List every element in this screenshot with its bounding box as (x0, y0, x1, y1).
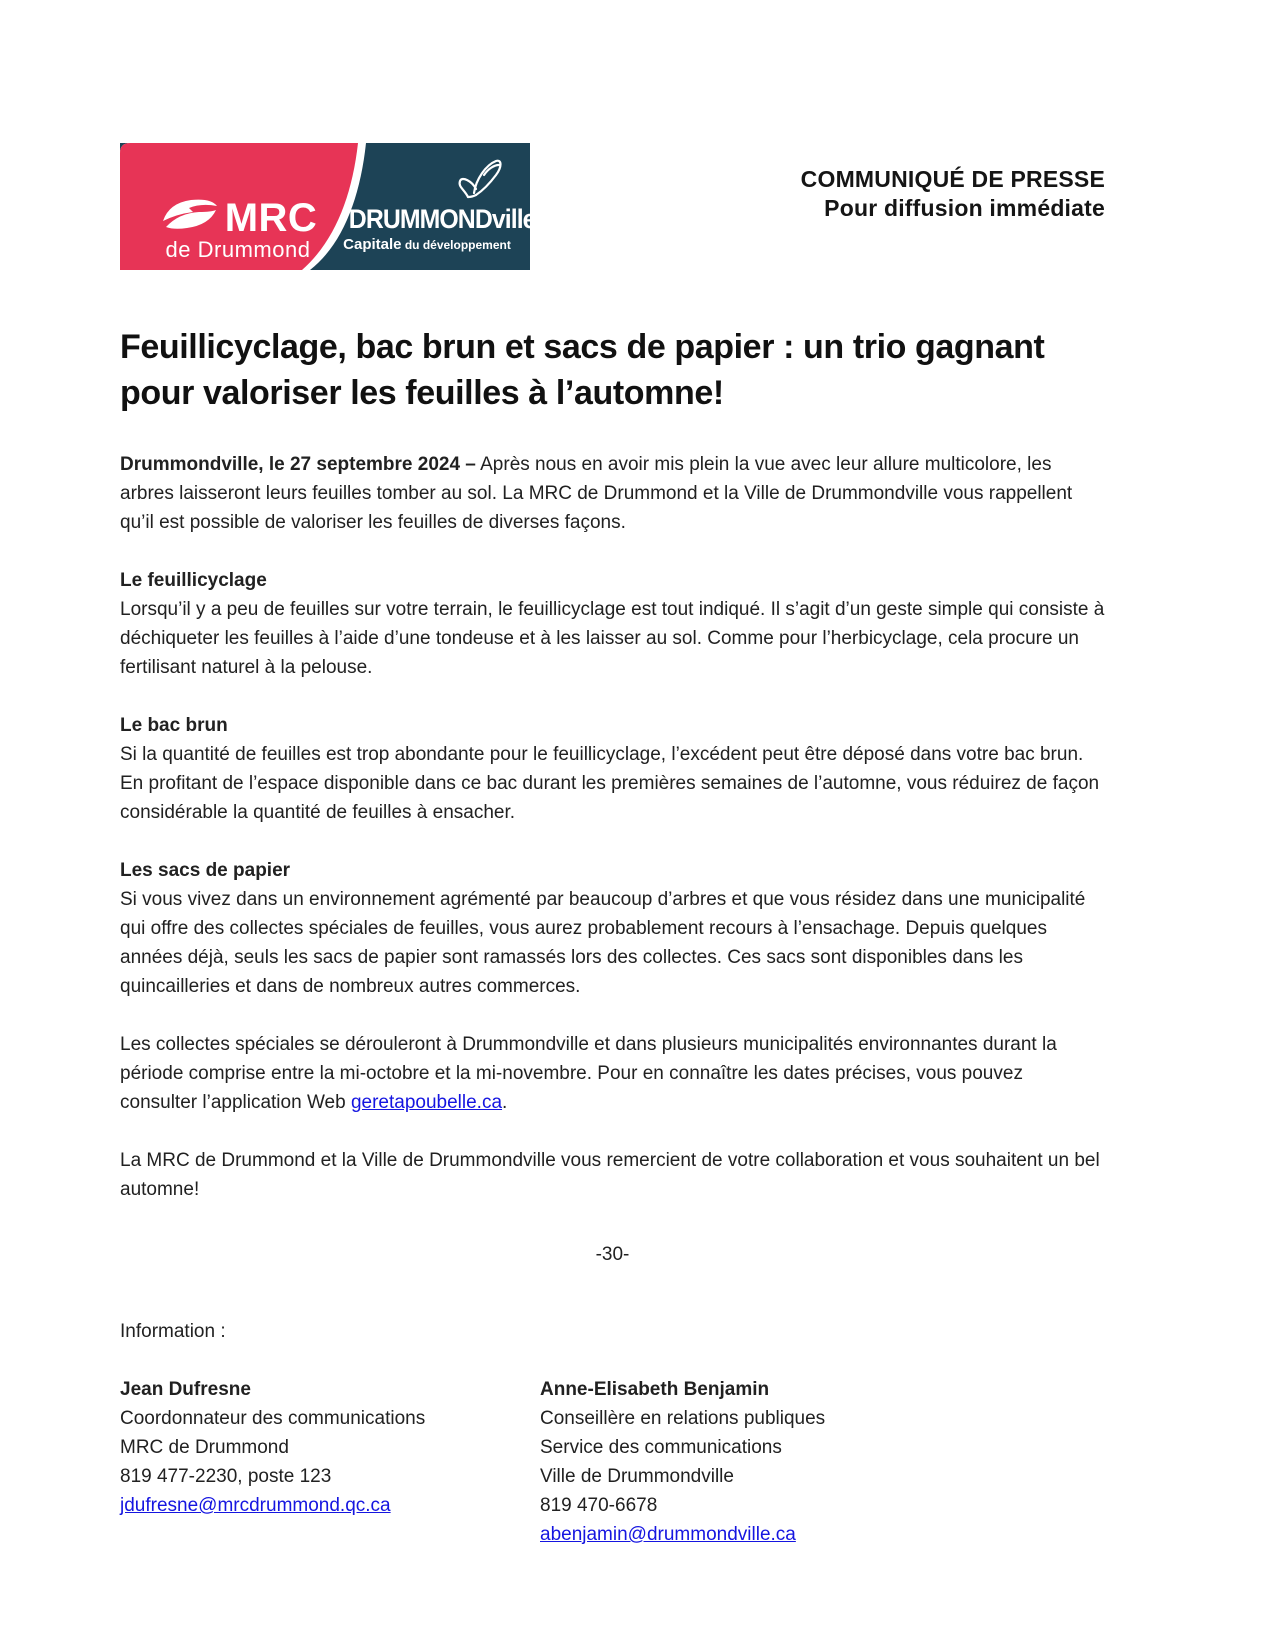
section-heading: Les sacs de papier (120, 860, 291, 881)
section-sacs-de-papier (120, 856, 1105, 1001)
press-release-line1: COMMUNIQUÉ DE PRESSE (800, 166, 1105, 192)
contact-email-link[interactable]: jdufresne@mrcdrummond.qc.ca (120, 1495, 391, 1516)
section-heading: Le feuillicyclage (120, 570, 267, 591)
section-paragraph: Si la quantité de feuilles est trop abondante pour le feuillicyclage, l’excédent peut être déposé dans votre bac brun. En profitant de l’espace disponible dans ce bac durant les premières semaines de l’automne, vous réduirez de façon considérable la quantité de feuilles à ensacher. (120, 744, 1100, 823)
mrc-swoosh-icon (159, 195, 221, 240)
collectes-text-before: Les collectes spéciales se dérouleront à Drummondville et dans plusieurs municipalités environnantes durant la période comprise entre la mi-octobre et la mi-novembre. Pour en connaître les dates précises, vous pouvez consulter l’application Web (120, 1034, 1057, 1113)
contacts (120, 1375, 1105, 1549)
section-feuillicyclage (120, 566, 1105, 682)
contact-phone: 819 470-6678 (540, 1495, 658, 1516)
contact-jean-dufresne (120, 1375, 540, 1549)
tagline-rest: du développement (401, 238, 511, 252)
collectes-paragraph (120, 1030, 1105, 1117)
mrc-logo-name: MRC (224, 195, 318, 240)
contact-org: MRC de Drummond (120, 1437, 289, 1458)
contact-org: Service des communications (540, 1437, 782, 1458)
section-heading: Le bac brun (120, 715, 228, 736)
intro-paragraph (120, 450, 1105, 537)
information-label: Information : (120, 1321, 226, 1342)
drummondville-logo-name: DRUMMONDville (348, 204, 536, 234)
contact-email-link[interactable]: abenjamin@drummondville.ca (540, 1524, 796, 1545)
closing-paragraph: La MRC de Drummond et la Ville de Drummondville vous remercient de votre collaboration et vous souhaitent un bel automne! (120, 1150, 1100, 1200)
contact-role: Coordonnateur des communications (120, 1408, 426, 1429)
drummondville-logo (342, 153, 536, 254)
butterfly-icon (454, 153, 506, 205)
contact-name: Anne-Elisabeth Benjamin (540, 1379, 770, 1400)
intro-text: Après nous en avoir mis plein la vue avec leur allure multicolore, les arbres laisseront leurs feuilles tomber au sol. La MRC de Drummond et la Ville de Drummondville vous rappellent qu’il est possible de valoriser les feuilles de diverses façons. (120, 454, 1073, 533)
contact-role: Conseillère en relations publiques (540, 1408, 826, 1429)
geretapoubelle-link[interactable]: geretapoubelle.ca (350, 1092, 503, 1113)
document-body (120, 324, 1105, 1549)
dateline: Drummondville, le 27 septembre 2024 – (120, 454, 476, 475)
end-mark-30: -30- (595, 1244, 630, 1265)
drummondville-logo-tagline (342, 236, 512, 254)
section-paragraph: Si vous vivez dans un environnement agrémenté par beaucoup d’arbres et que vous résidez dans une municipalité qui offre des collectes spéciales de feuilles, vous aurez probablement recours à l’ensachage. Depuis quelques années déjà, seuls les sacs de papier sont ramassés lors des collectes. Ces sacs sont disponibles dans les quincailleries et dans de nombreux autres commerces. (120, 889, 1086, 997)
contact-phone: 819 477-2230, poste 123 (120, 1466, 332, 1487)
collectes-text-after: . (502, 1092, 508, 1113)
logo-banner (120, 143, 536, 270)
header (120, 143, 1105, 270)
press-release-label (801, 165, 1105, 223)
section-paragraph: Lorsqu’il y a peu de feuilles sur votre terrain, le feuillicyclage est tout indiqué. Il s’agit d’un geste simple qui consiste à déchiqueter les feuilles à l’aide d’une tondeuse et à les laisser au sol. Comme pour l’herbicyclage, cela procure un fertilisant naturel à la pelouse. (120, 599, 1105, 678)
section-bac-brun (120, 711, 1105, 827)
tagline-bold: Capitale (343, 236, 402, 253)
page-title: Feuillicyclage, bac brun et sacs de papier : un trio gagnant pour valoriser les feuilles à l’automne! (120, 328, 1045, 412)
mrc-logo (138, 195, 338, 262)
mrc-logo-subtitle: de Drummond (165, 237, 311, 262)
contact-anne-elisabeth-benjamin (540, 1375, 960, 1549)
press-release-line2: Pour diffusion immédiate (824, 195, 1105, 221)
contact-org2: Ville de Drummondville (540, 1466, 734, 1487)
contact-name: Jean Dufresne (120, 1379, 251, 1400)
